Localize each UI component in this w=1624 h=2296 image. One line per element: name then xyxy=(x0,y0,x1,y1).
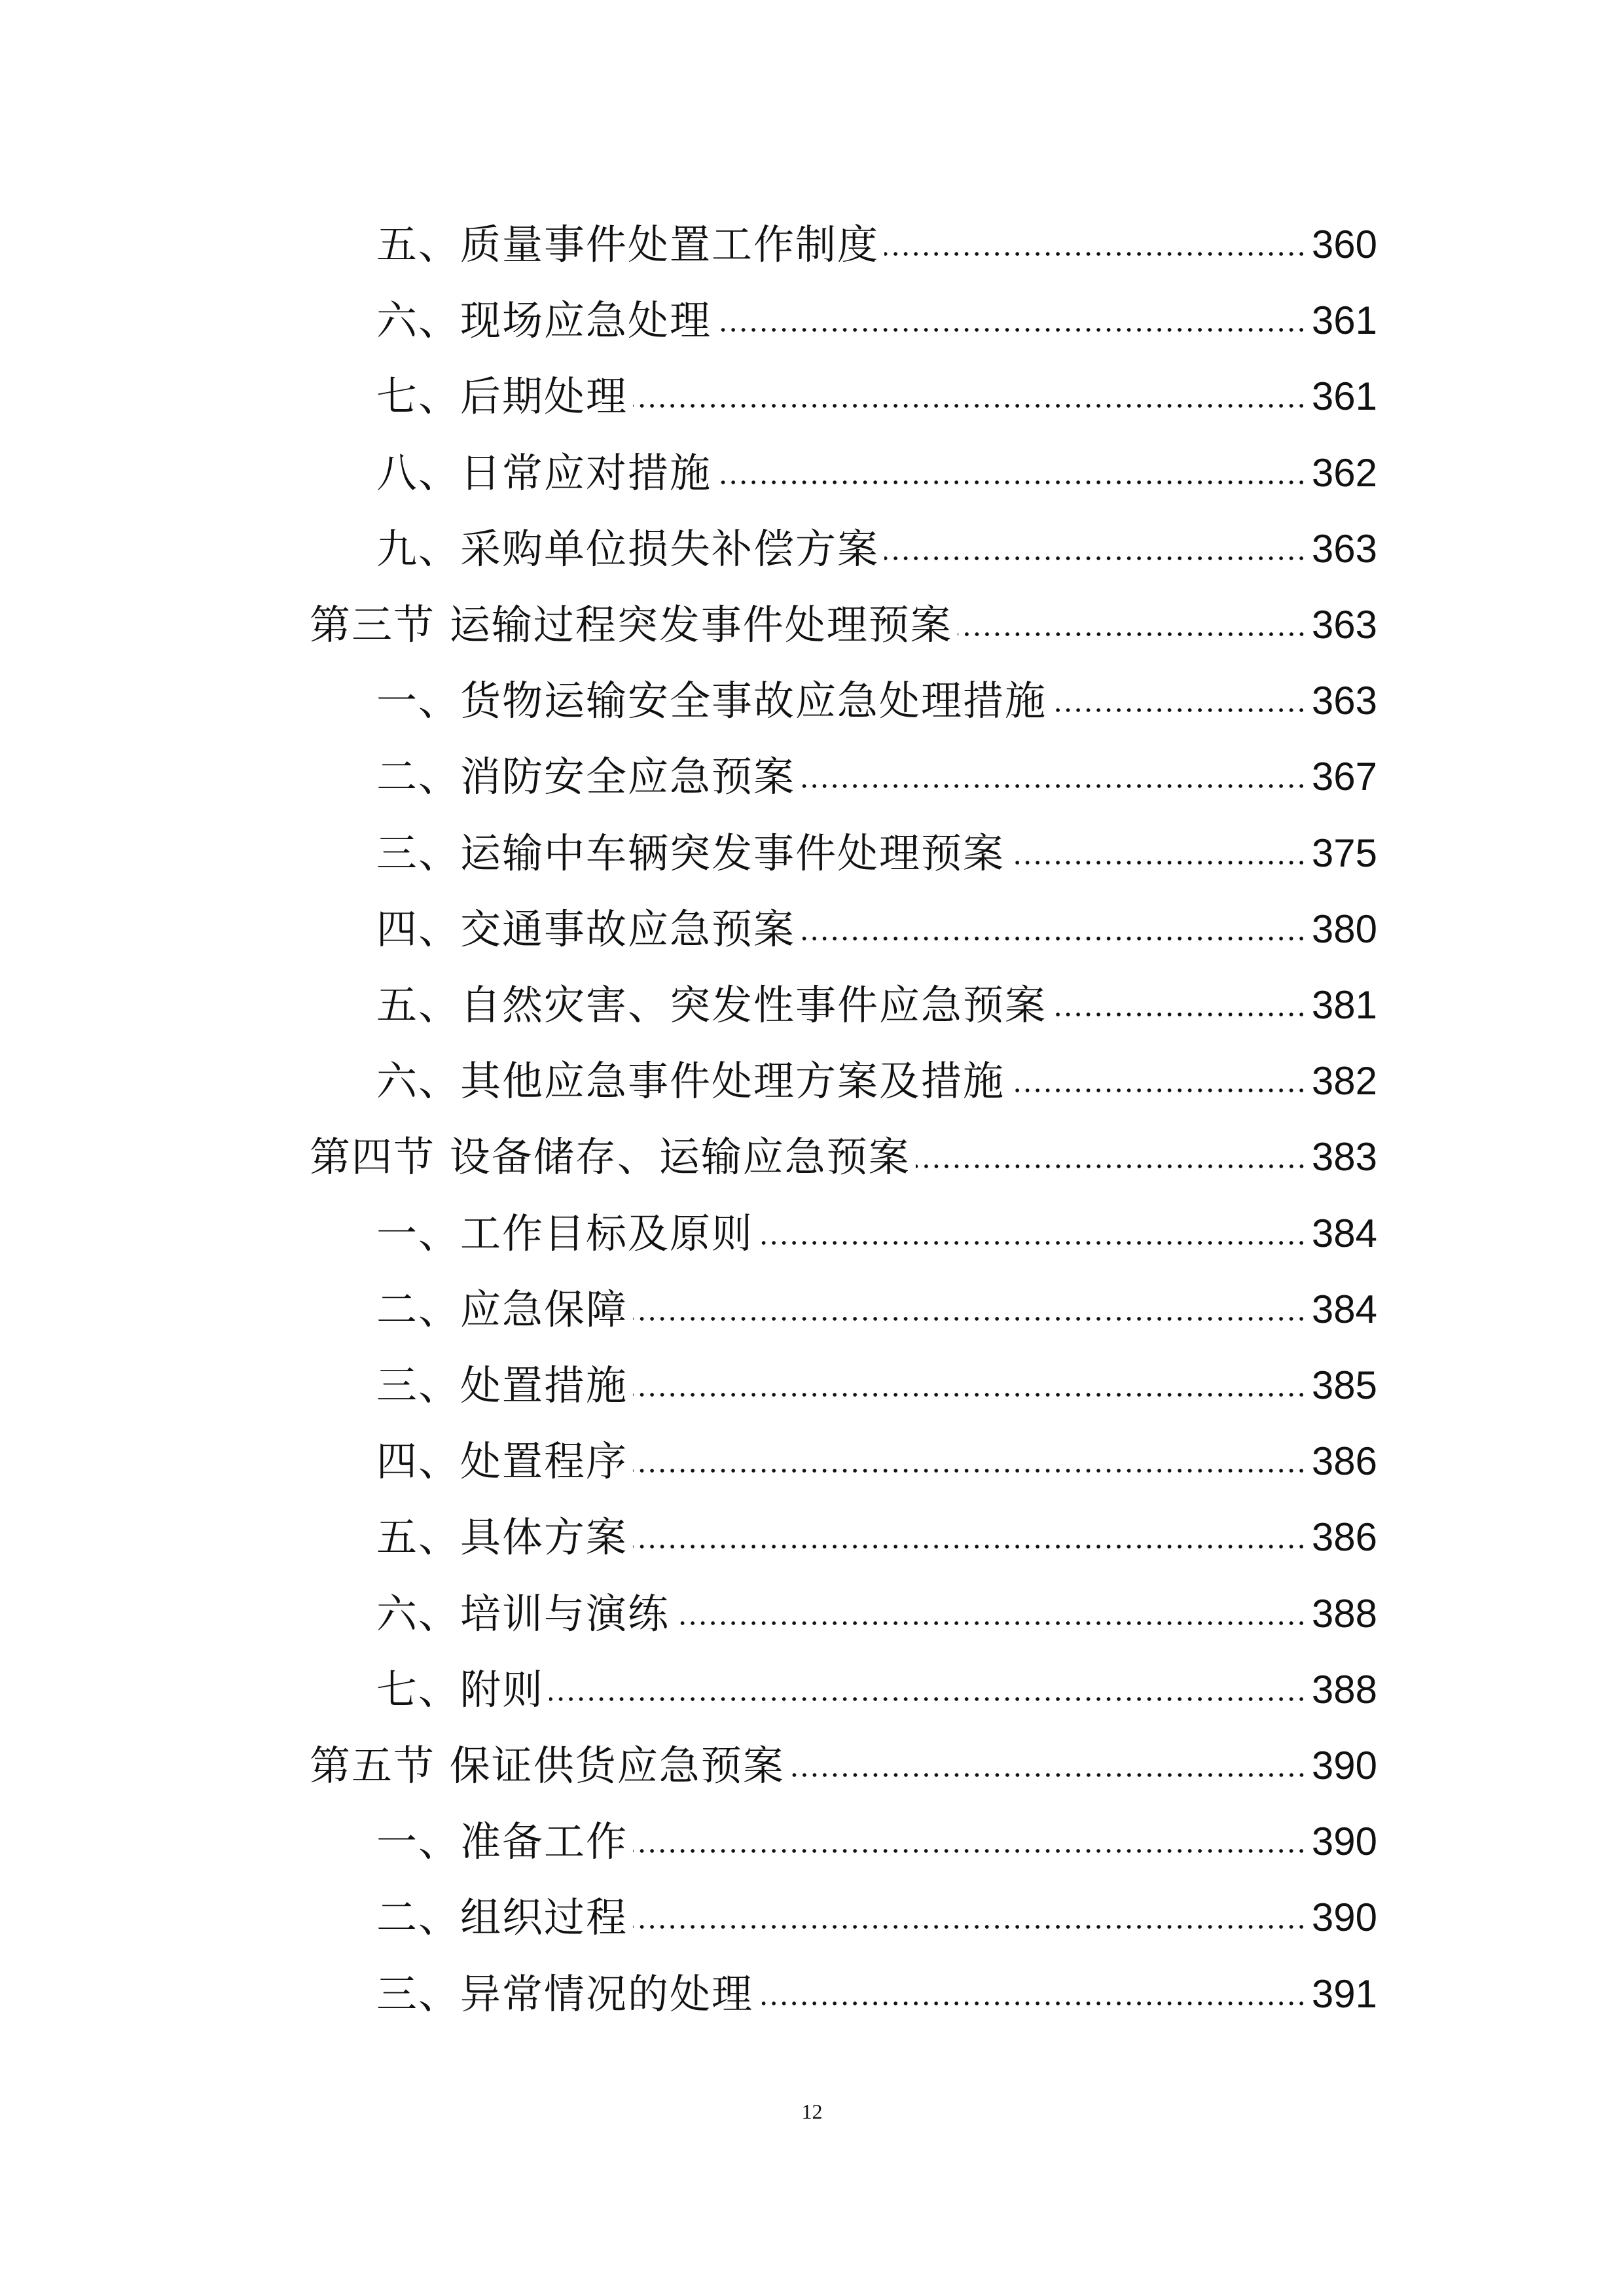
toc-entry-page-number: 363 xyxy=(1311,679,1377,723)
toc-entry-page-number: 383 xyxy=(1311,1135,1377,1179)
toc-dot-leader xyxy=(633,1392,1307,1397)
toc-section-entry[interactable] xyxy=(310,1733,1377,1799)
toc-entry-title: 五、自然灾害、突发性事件应急预案 xyxy=(376,981,1047,1029)
toc-subsection-entry[interactable] xyxy=(376,1353,1377,1418)
toc-subsection-entry[interactable] xyxy=(376,212,1377,278)
toc-dot-leader xyxy=(675,1621,1307,1626)
toc-dot-leader xyxy=(759,1240,1307,1246)
toc-entry-page-number: 390 xyxy=(1311,1895,1377,1940)
toc-dot-leader xyxy=(1010,1088,1307,1093)
toc-entry-title: 第四节 设备储存、运输应急预案 xyxy=(310,1133,911,1181)
toc-entry-page-number: 362 xyxy=(1311,450,1377,495)
toc-entry-page-number: 382 xyxy=(1311,1059,1377,1103)
toc-dot-leader xyxy=(958,632,1307,637)
toc-entry-page-number: 375 xyxy=(1311,831,1377,875)
toc-entry-title: 二、组织过程 xyxy=(376,1893,628,1942)
toc-entry-page-number: 388 xyxy=(1311,1591,1377,1636)
toc-entry-title: 六、培训与演练 xyxy=(376,1589,670,1638)
toc-entry-page-number: 390 xyxy=(1311,1744,1377,1787)
toc-dot-leader xyxy=(1052,708,1307,713)
toc-dot-leader xyxy=(916,1164,1307,1169)
toc-entry-page-number: 386 xyxy=(1311,1439,1377,1484)
toc-dot-leader xyxy=(801,936,1307,941)
toc-subsection-entry[interactable] xyxy=(376,668,1377,734)
toc-dot-leader xyxy=(1010,860,1307,865)
toc-subsection-entry[interactable] xyxy=(376,1581,1377,1647)
toc-dot-leader xyxy=(884,556,1307,561)
toc-entry-title: 四、处置程序 xyxy=(376,1437,628,1486)
toc-entry-title: 二、消防安全应急预案 xyxy=(376,753,796,801)
toc-entry-title: 第五节 保证供货应急预案 xyxy=(310,1742,785,1789)
toc-entry-title: 九、采购单位损失补偿方案 xyxy=(376,524,880,573)
toc-dot-leader xyxy=(790,1772,1307,1778)
toc-subsection-entry[interactable] xyxy=(376,1505,1377,1570)
toc-entry-page-number: 390 xyxy=(1311,1820,1377,1864)
toc-entry-title: 六、现场应急处理 xyxy=(376,296,712,345)
toc-subsection-entry[interactable] xyxy=(376,364,1377,429)
toc-entry-title: 五、具体方案 xyxy=(376,1513,628,1562)
toc-subsection-entry[interactable] xyxy=(376,1201,1377,1266)
toc-entry-page-number: 385 xyxy=(1311,1363,1377,1407)
toc-subsection-entry[interactable] xyxy=(376,821,1377,886)
toc-entry-page-number: 391 xyxy=(1311,1971,1377,2016)
toc-dot-leader xyxy=(633,403,1307,408)
toc-dot-leader xyxy=(549,1696,1307,1702)
toc-subsection-entry[interactable] xyxy=(376,1885,1377,1950)
toc-entry-title: 第三节 运输过程突发事件处理预案 xyxy=(310,601,952,649)
toc-entry-title: 一、准备工作 xyxy=(376,1818,628,1866)
toc-entry-page-number: 367 xyxy=(1311,755,1377,799)
toc-subsection-entry[interactable] xyxy=(376,440,1377,506)
toc-dot-leader xyxy=(633,1316,1307,1321)
toc-subsection-entry[interactable] xyxy=(376,1277,1377,1342)
toc-entry-page-number: 384 xyxy=(1311,1211,1377,1255)
toc-entry-title: 二、应急保障 xyxy=(376,1285,628,1333)
toc-entry-title: 四、交通事故应急预案 xyxy=(376,905,796,953)
page-number: 12 xyxy=(801,2100,823,2123)
toc-subsection-entry[interactable] xyxy=(376,1809,1377,1874)
toc-entry-title: 三、处置措施 xyxy=(376,1361,628,1409)
toc-subsection-entry[interactable] xyxy=(376,1962,1377,2027)
toc-entry-page-number: 386 xyxy=(1311,1515,1377,1560)
toc-dot-leader xyxy=(801,783,1307,789)
toc-subsection-entry[interactable] xyxy=(376,1049,1377,1114)
toc-dot-leader xyxy=(1052,1012,1307,1017)
toc-entry-title: 三、运输中车辆突发事件处理预案 xyxy=(376,829,1005,877)
toc-entry-page-number: 363 xyxy=(1311,603,1377,647)
toc-dot-leader xyxy=(633,1924,1307,1929)
toc-entry-title: 七、后期处理 xyxy=(376,372,628,421)
toc-entry-page-number: 361 xyxy=(1311,298,1377,343)
toc-entry-title: 六、其他应急事件处理方案及措施 xyxy=(376,1057,1005,1105)
toc-section-entry[interactable] xyxy=(310,1124,1377,1190)
toc-entry-page-number: 381 xyxy=(1311,983,1377,1027)
toc-subsection-entry[interactable] xyxy=(376,288,1377,353)
toc-dot-leader xyxy=(633,1468,1307,1473)
toc-subsection-entry[interactable] xyxy=(376,1429,1377,1494)
toc-dot-leader xyxy=(884,251,1307,257)
toc-dot-leader xyxy=(633,1544,1307,1549)
toc-dot-leader xyxy=(717,327,1307,332)
toc-entry-title: 五、质量事件处置工作制度 xyxy=(376,221,880,268)
toc-dot-leader xyxy=(717,480,1307,485)
toc-entry-page-number: 363 xyxy=(1311,526,1377,571)
toc-entry-page-number: 360 xyxy=(1311,223,1377,266)
toc-subsection-entry[interactable] xyxy=(376,973,1377,1038)
toc-entry-title: 一、货物运输安全事故应急处理措施 xyxy=(376,677,1047,725)
toc-entry-page-number: 388 xyxy=(1311,1667,1377,1712)
toc-entry-page-number: 361 xyxy=(1311,374,1377,419)
toc-entry-title: 三、异常情况的处理 xyxy=(376,1969,754,2018)
toc-entry-title: 一、工作目标及原则 xyxy=(376,1209,754,1257)
toc-entry-title: 八、日常应对措施 xyxy=(376,448,712,497)
toc-entry-page-number: 384 xyxy=(1311,1287,1377,1331)
toc-subsection-entry[interactable] xyxy=(376,1657,1377,1723)
toc-subsection-entry[interactable] xyxy=(376,744,1377,810)
toc-subsection-entry[interactable] xyxy=(376,897,1377,962)
toc-dot-leader xyxy=(633,1848,1307,1854)
toc-entry-page-number: 380 xyxy=(1311,906,1377,951)
toc-entry-title: 七、附则 xyxy=(376,1665,545,1713)
toc-section-entry[interactable] xyxy=(310,592,1377,658)
toc-subsection-entry[interactable] xyxy=(376,516,1377,582)
toc-dot-leader xyxy=(759,2001,1307,2006)
